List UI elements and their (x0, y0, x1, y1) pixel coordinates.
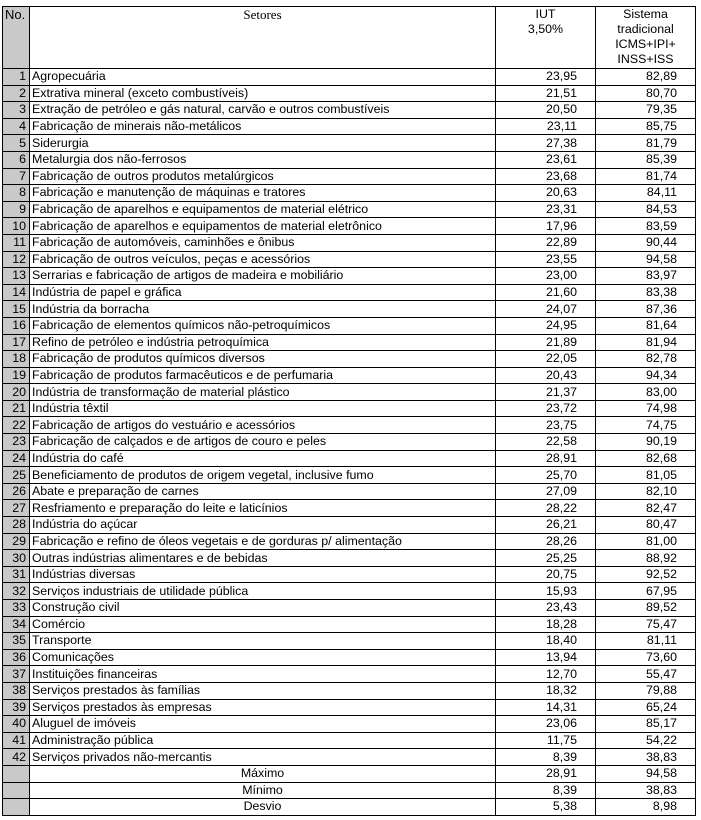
row-number: 29 (3, 533, 30, 550)
row-number: 12 (3, 251, 30, 268)
sector-name: Fabricação de aparelhos e equipamentos de material elétrico (30, 201, 496, 218)
iut-value: 20,50 (496, 102, 596, 119)
row-number: 1 (3, 69, 30, 86)
sector-name: Indústria do açúcar (30, 517, 496, 534)
row-number: 32 (3, 583, 30, 600)
traditional-value: 82,10 (596, 483, 696, 500)
traditional-value: 73,60 (596, 649, 696, 666)
table-row (3, 699, 696, 716)
row-number: 28 (3, 517, 30, 534)
sector-name: Indústria da borracha (30, 301, 496, 318)
row-number: 21 (3, 400, 30, 417)
sector-name: Comunicações (30, 649, 496, 666)
header-setores: Setores (30, 7, 496, 69)
sector-name: Instituições financeiras (30, 666, 496, 683)
row-number: 36 (3, 649, 30, 666)
iut-value: 26,21 (496, 517, 596, 534)
traditional-value: 81,00 (596, 533, 696, 550)
sector-name: Indústria de transformação de material plástico (30, 384, 496, 401)
summary-traditional-value: 38,83 (596, 782, 696, 799)
header-trad-line1: Sistema (623, 7, 668, 21)
iut-value: 22,89 (496, 234, 596, 251)
header-trad-line2: tradicional (617, 22, 674, 36)
table-row (3, 400, 696, 417)
table-row (3, 351, 696, 368)
iut-value: 21,51 (496, 85, 596, 102)
traditional-value: 79,35 (596, 102, 696, 119)
row-number: 6 (3, 151, 30, 168)
sector-name: Transporte (30, 633, 496, 650)
sector-tax-table (2, 6, 696, 816)
traditional-value: 85,75 (596, 118, 696, 135)
iut-value: 18,32 (496, 682, 596, 699)
traditional-value: 81,11 (596, 633, 696, 650)
iut-value: 22,05 (496, 351, 596, 368)
traditional-value: 81,64 (596, 317, 696, 334)
sector-name: Refino de petróleo e indústria petroquímica (30, 334, 496, 351)
sector-name: Fabricação de aparelhos e equipamentos de material eletrônico (30, 218, 496, 235)
traditional-value: 84,53 (596, 201, 696, 218)
sector-name: Serviços privados não-mercantis (30, 749, 496, 766)
summary-traditional-value: 8,98 (596, 799, 696, 816)
sector-name: Fabricação de outros produtos metalúrgicos (30, 168, 496, 185)
table-row (3, 500, 696, 517)
iut-value: 24,95 (496, 317, 596, 334)
traditional-value: 79,88 (596, 682, 696, 699)
row-number: 27 (3, 500, 30, 517)
iut-value: 21,37 (496, 384, 596, 401)
sector-name: Serrarias e fabricação de artigos de madeira e mobiliário (30, 268, 496, 285)
traditional-value: 67,95 (596, 583, 696, 600)
sector-name: Serviços prestados às famílias (30, 682, 496, 699)
row-number: 35 (3, 633, 30, 650)
iut-value: 20,43 (496, 367, 596, 384)
header-traditional-system (596, 7, 696, 69)
table-row (3, 102, 696, 119)
traditional-value: 89,52 (596, 600, 696, 617)
iut-value: 27,38 (496, 135, 596, 152)
traditional-value: 74,98 (596, 400, 696, 417)
iut-value: 18,28 (496, 616, 596, 633)
header-no: No. (3, 7, 30, 69)
iut-value: 17,96 (496, 218, 596, 235)
table-row (3, 716, 696, 733)
table-row (3, 301, 696, 318)
table-row (3, 268, 696, 285)
summary-iut-value: 28,91 (496, 765, 596, 782)
table-row (3, 85, 696, 102)
row-number: 31 (3, 566, 30, 583)
row-number: 17 (3, 334, 30, 351)
traditional-value: 90,44 (596, 234, 696, 251)
traditional-value: 90,19 (596, 434, 696, 451)
traditional-value: 80,47 (596, 517, 696, 534)
table-row (3, 682, 696, 699)
table-row (3, 218, 696, 235)
iut-value: 28,22 (496, 500, 596, 517)
row-number: 25 (3, 467, 30, 484)
summary-blank-cell (3, 799, 30, 816)
table-row (3, 151, 696, 168)
sector-name: Fabricação de automóveis, caminhões e ônibus (30, 234, 496, 251)
row-number: 14 (3, 284, 30, 301)
table-body (3, 69, 696, 766)
row-number: 10 (3, 218, 30, 235)
traditional-value: 55,47 (596, 666, 696, 683)
traditional-value: 74,75 (596, 417, 696, 434)
summary-label: Máximo (30, 765, 496, 782)
table-row (3, 367, 696, 384)
iut-value: 23,00 (496, 268, 596, 285)
traditional-value: 88,92 (596, 550, 696, 567)
row-number: 3 (3, 102, 30, 119)
summary-blank-cell (3, 782, 30, 799)
row-number: 33 (3, 600, 30, 617)
iut-value: 23,55 (496, 251, 596, 268)
iut-value: 23,61 (496, 151, 596, 168)
table-row (3, 69, 696, 86)
traditional-value: 85,39 (596, 151, 696, 168)
header-iut-line1: IUT (535, 7, 556, 21)
table-row (3, 284, 696, 301)
traditional-value: 94,34 (596, 367, 696, 384)
table-row (3, 118, 696, 135)
iut-value: 8,39 (496, 749, 596, 766)
sector-name: Fabricação de elementos químicos não-petroquímicos (30, 317, 496, 334)
summary-iut-value: 5,38 (496, 799, 596, 816)
sector-name: Serviços industriais de utilidade pública (30, 583, 496, 600)
traditional-value: 94,58 (596, 251, 696, 268)
table-row (3, 483, 696, 500)
row-number: 11 (3, 234, 30, 251)
header-iut-line2: 3,50% (527, 22, 564, 36)
summary-label: Mínimo (30, 782, 496, 799)
row-number: 9 (3, 201, 30, 218)
table-row (3, 467, 696, 484)
table-row (3, 749, 696, 766)
row-number: 22 (3, 417, 30, 434)
row-number: 20 (3, 384, 30, 401)
row-number: 24 (3, 450, 30, 467)
traditional-value: 83,97 (596, 268, 696, 285)
summary-iut-value: 8,39 (496, 782, 596, 799)
table-row (3, 201, 696, 218)
traditional-value: 92,52 (596, 566, 696, 583)
table-summary (3, 765, 696, 815)
row-number: 5 (3, 135, 30, 152)
sector-name: Fabricação e refino de óleos vegetais e de gorduras p/ alimentação (30, 533, 496, 550)
table-row (3, 317, 696, 334)
sector-name: Metalurgia dos não-ferrosos (30, 151, 496, 168)
row-number: 38 (3, 682, 30, 699)
table-row (3, 566, 696, 583)
sector-name: Serviços prestados às empresas (30, 699, 496, 716)
table-row (3, 616, 696, 633)
summary-label: Desvio (30, 799, 496, 816)
iut-value: 23,11 (496, 118, 596, 135)
header-trad-line3: ICMS+IPI+ (615, 37, 676, 51)
traditional-value: 65,24 (596, 699, 696, 716)
iut-value: 21,60 (496, 284, 596, 301)
iut-value: 21,89 (496, 334, 596, 351)
sector-name: Fabricação de outros veículos, peças e acessórios (30, 251, 496, 268)
traditional-value: 81,79 (596, 135, 696, 152)
row-number: 15 (3, 301, 30, 318)
traditional-value: 38,83 (596, 749, 696, 766)
sector-name: Outras indústrias alimentares e de bebidas (30, 550, 496, 567)
summary-blank-cell (3, 765, 30, 782)
sector-name: Resfriamento e preparação do leite e laticínios (30, 500, 496, 517)
traditional-value: 84,11 (596, 185, 696, 202)
iut-value: 23,75 (496, 417, 596, 434)
table-row (3, 550, 696, 567)
table-row (3, 533, 696, 550)
iut-value: 12,70 (496, 666, 596, 683)
table-row (3, 434, 696, 451)
iut-value: 28,26 (496, 533, 596, 550)
iut-value: 20,63 (496, 185, 596, 202)
sector-name: Agropecuária (30, 69, 496, 86)
table-row (3, 251, 696, 268)
table-row (3, 600, 696, 617)
table-row (3, 384, 696, 401)
sector-name: Indústria de papel e gráfica (30, 284, 496, 301)
iut-value: 18,40 (496, 633, 596, 650)
row-number: 26 (3, 483, 30, 500)
table-row (3, 666, 696, 683)
traditional-value: 82,47 (596, 500, 696, 517)
sector-tax-table-container (2, 6, 696, 816)
sector-name: Indústria do café (30, 450, 496, 467)
table-row (3, 135, 696, 152)
row-number: 16 (3, 317, 30, 334)
table-header-row (3, 7, 696, 69)
iut-value: 23,31 (496, 201, 596, 218)
table-row (3, 168, 696, 185)
sector-name: Fabricação de calçados e de artigos de couro e peles (30, 434, 496, 451)
table-row (3, 517, 696, 534)
table-row (3, 583, 696, 600)
row-number: 4 (3, 118, 30, 135)
sector-name: Fabricação de artigos do vestuário e acessórios (30, 417, 496, 434)
row-number: 41 (3, 732, 30, 749)
table-row (3, 334, 696, 351)
traditional-value: 82,89 (596, 69, 696, 86)
traditional-value: 87,36 (596, 301, 696, 318)
sector-name: Extrativa mineral (exceto combustíveis) (30, 85, 496, 102)
iut-value: 27,09 (496, 483, 596, 500)
traditional-value: 83,00 (596, 384, 696, 401)
iut-value: 25,25 (496, 550, 596, 567)
traditional-value: 81,94 (596, 334, 696, 351)
traditional-value: 85,17 (596, 716, 696, 733)
sector-name: Comércio (30, 616, 496, 633)
table-row (3, 234, 696, 251)
sector-name: Abate e preparação de carnes (30, 483, 496, 500)
table-row (3, 450, 696, 467)
sector-name: Fabricação de produtos farmacêuticos e de perfumaria (30, 367, 496, 384)
row-number: 23 (3, 434, 30, 451)
table-row (3, 649, 696, 666)
row-number: 19 (3, 367, 30, 384)
sector-name: Administração pública (30, 732, 496, 749)
summary-row (3, 782, 696, 799)
iut-value: 23,06 (496, 716, 596, 733)
row-number: 39 (3, 699, 30, 716)
sector-name: Fabricação e manutenção de máquinas e tratores (30, 185, 496, 202)
iut-value: 23,43 (496, 600, 596, 617)
iut-value: 24,07 (496, 301, 596, 318)
traditional-value: 81,74 (596, 168, 696, 185)
iut-value: 13,94 (496, 649, 596, 666)
row-number: 34 (3, 616, 30, 633)
row-number: 13 (3, 268, 30, 285)
traditional-value: 82,68 (596, 450, 696, 467)
iut-value: 23,95 (496, 69, 596, 86)
iut-value: 20,75 (496, 566, 596, 583)
iut-value: 25,70 (496, 467, 596, 484)
table-row (3, 633, 696, 650)
row-number: 42 (3, 749, 30, 766)
traditional-value: 75,47 (596, 616, 696, 633)
row-number: 30 (3, 550, 30, 567)
summary-traditional-value: 94,58 (596, 765, 696, 782)
sector-name: Fabricação de minerais não-metálicos (30, 118, 496, 135)
traditional-value: 81,05 (596, 467, 696, 484)
table-row (3, 185, 696, 202)
table-row (3, 417, 696, 434)
sector-name: Aluguel de imóveis (30, 716, 496, 733)
summary-row (3, 799, 696, 816)
sector-name: Beneficiamento de produtos de origem vegetal, inclusive fumo (30, 467, 496, 484)
row-number: 37 (3, 666, 30, 683)
table-row (3, 732, 696, 749)
sector-name: Indústria têxtil (30, 400, 496, 417)
header-trad-line4: INSS+ISS (617, 52, 674, 66)
iut-value: 15,93 (496, 583, 596, 600)
sector-name: Fabricação de produtos químicos diversos (30, 351, 496, 368)
row-number: 40 (3, 716, 30, 733)
sector-name: Construção civil (30, 600, 496, 617)
iut-value: 23,72 (496, 400, 596, 417)
sector-name: Extração de petróleo e gás natural, carvão e outros combustíveis (30, 102, 496, 119)
row-number: 8 (3, 185, 30, 202)
row-number: 7 (3, 168, 30, 185)
row-number: 18 (3, 351, 30, 368)
iut-value: 14,31 (496, 699, 596, 716)
iut-value: 11,75 (496, 732, 596, 749)
traditional-value: 83,59 (596, 218, 696, 235)
traditional-value: 80,70 (596, 85, 696, 102)
traditional-value: 54,22 (596, 732, 696, 749)
iut-value: 23,68 (496, 168, 596, 185)
iut-value: 28,91 (496, 450, 596, 467)
row-number: 2 (3, 85, 30, 102)
summary-row (3, 765, 696, 782)
traditional-value: 83,38 (596, 284, 696, 301)
traditional-value: 82,78 (596, 351, 696, 368)
sector-name: Indústrias diversas (30, 566, 496, 583)
sector-name: Siderurgia (30, 135, 496, 152)
header-iut (496, 7, 596, 69)
iut-value: 22,58 (496, 434, 596, 451)
